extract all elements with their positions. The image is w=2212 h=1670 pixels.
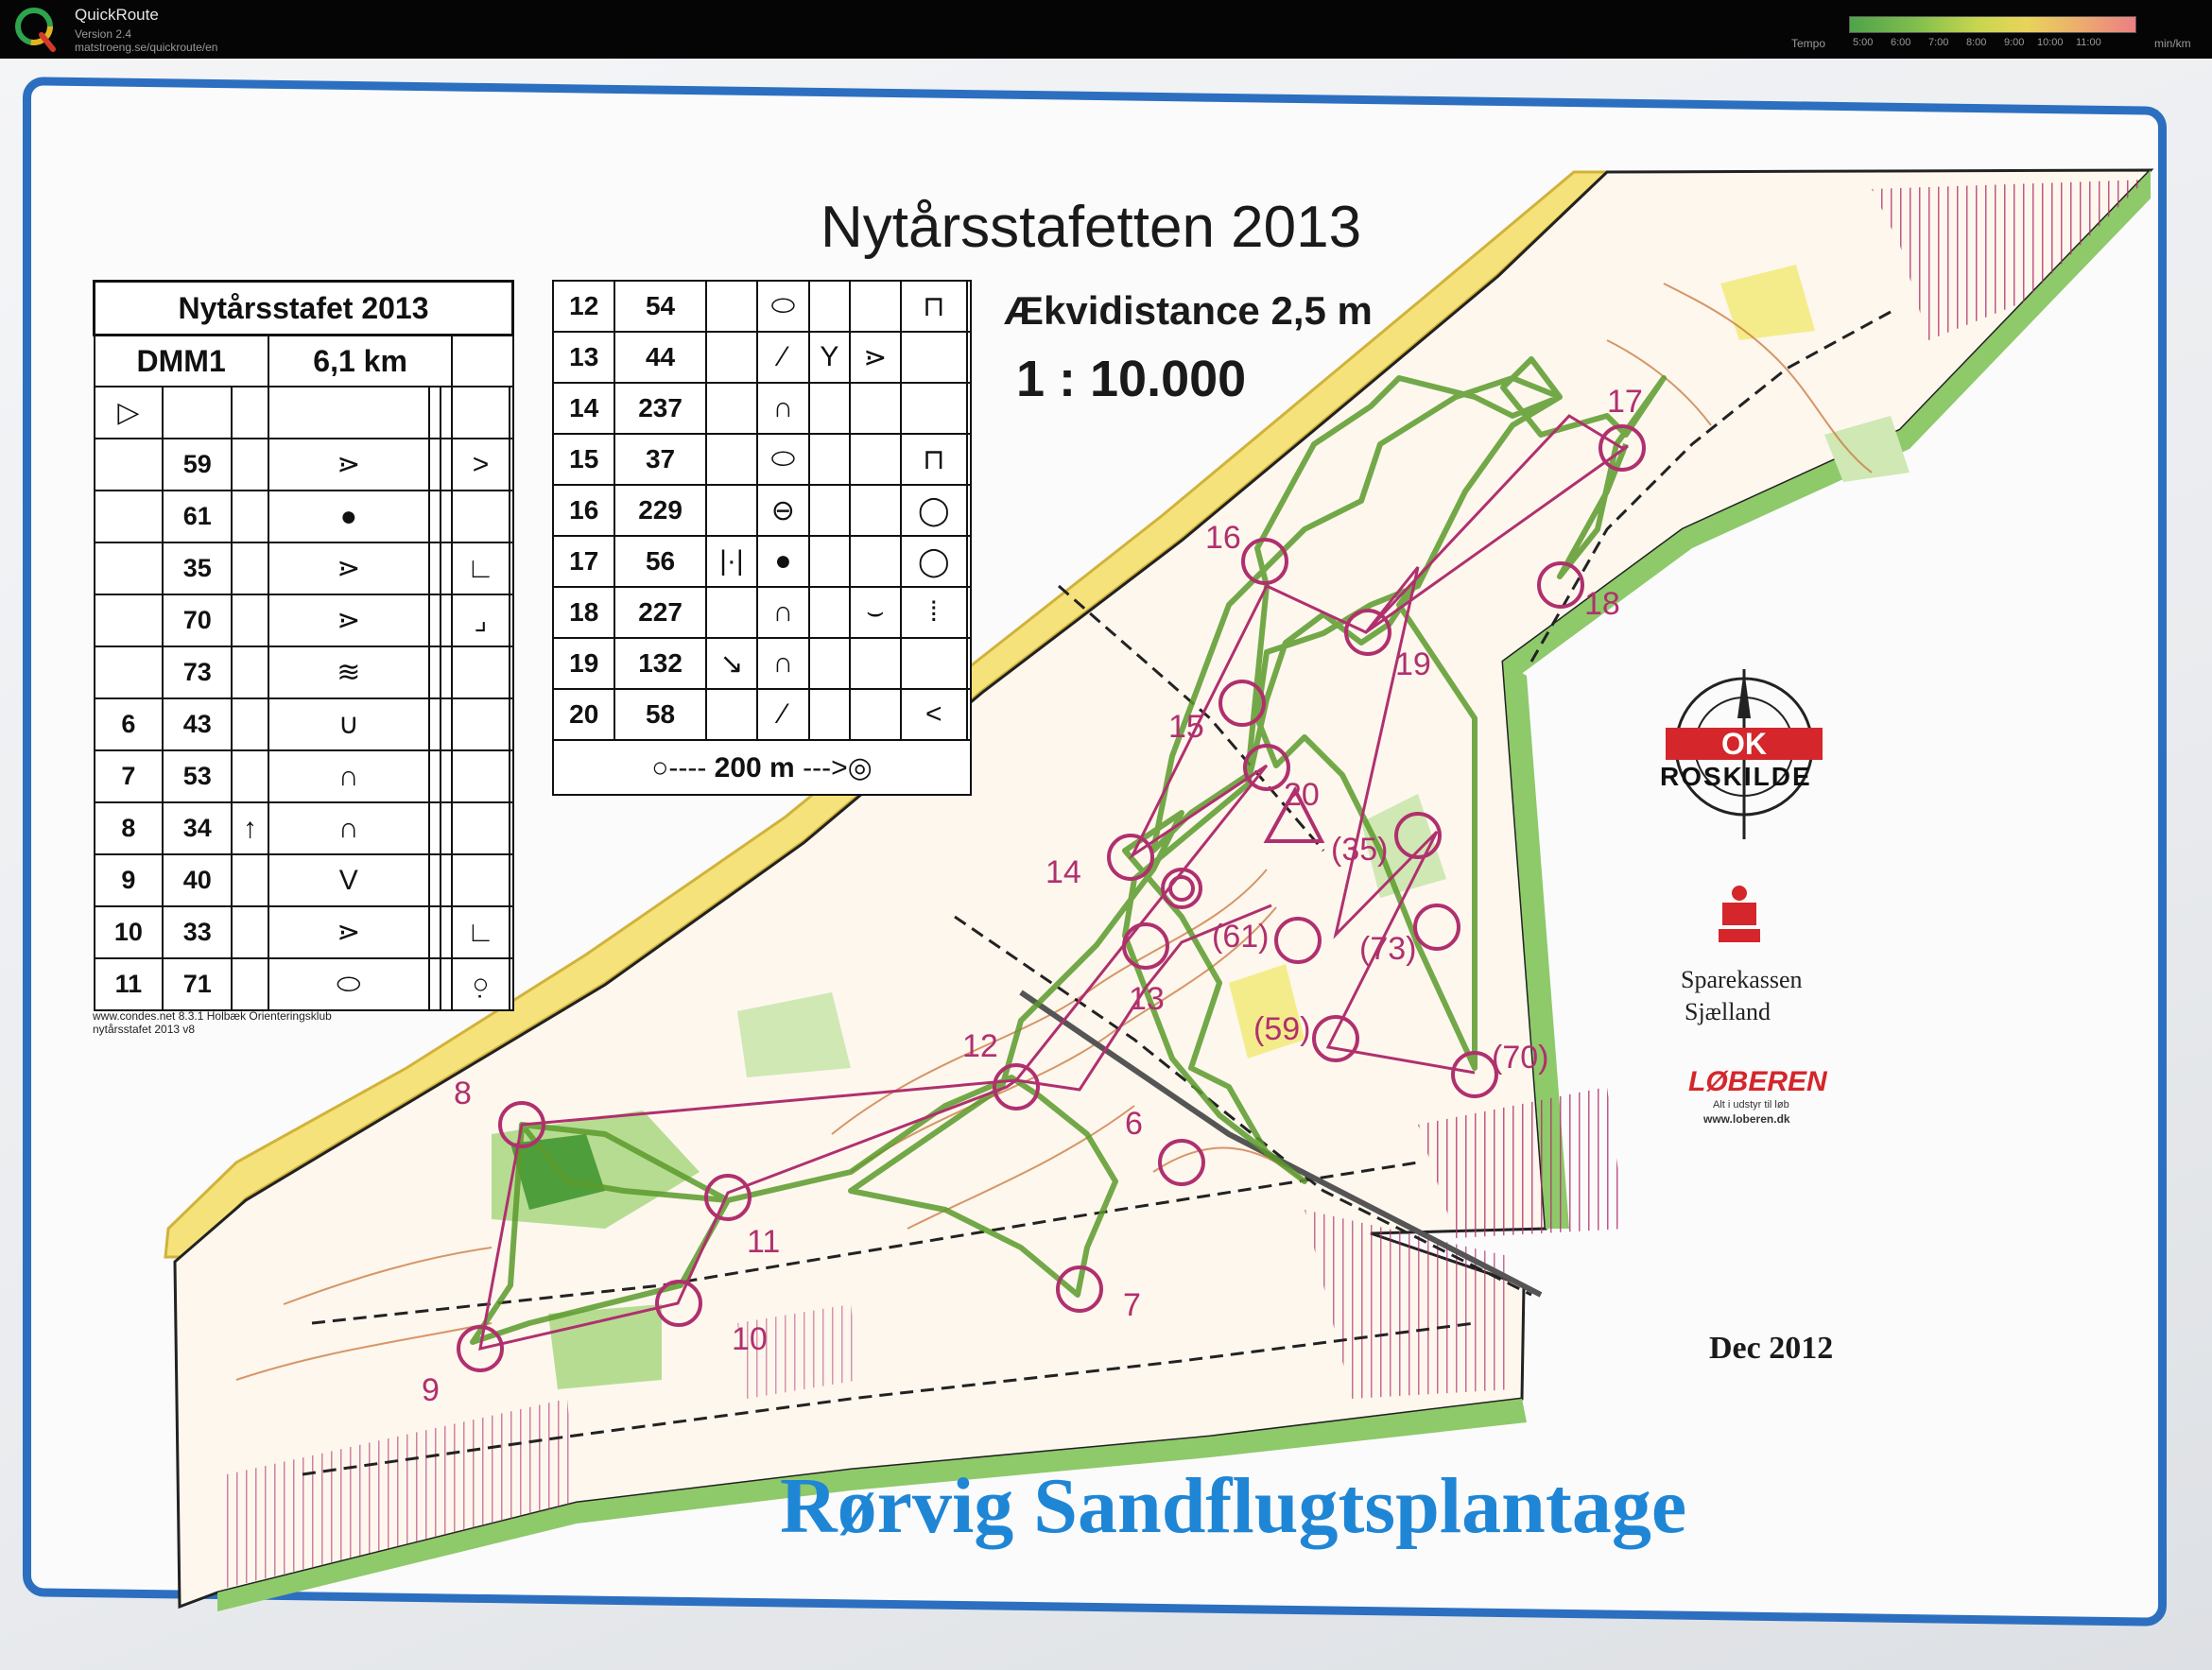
control-number: 13 (553, 332, 614, 383)
depression-icon: ⋗ (268, 542, 429, 594)
control-label: 9 (422, 1372, 440, 1408)
control-number: 18 (553, 587, 614, 638)
control-code: 70 (163, 594, 232, 646)
knoll-icon: ∩ (268, 750, 429, 802)
control-code: 71 (163, 958, 232, 1010)
shop-url: www.loberen.dk (1703, 1112, 1790, 1126)
control-code: 56 (614, 536, 705, 587)
finish-distance-row (553, 740, 971, 795)
control-number: 12 (553, 281, 614, 332)
control-label: (35) (1331, 832, 1389, 868)
shallow-icon: ⌣ (850, 587, 901, 638)
control-label: 17 (1607, 384, 1643, 420)
control-number: 8 (95, 802, 164, 854)
control-code: 229 (614, 485, 705, 536)
top-icon: ◯ (901, 485, 967, 536)
app-title: QuickRoute (75, 6, 159, 24)
hollow-icon: ∪ (268, 698, 429, 750)
corner-icon: ⌟ (452, 594, 509, 646)
control-code: 53 (163, 750, 232, 802)
club-name: ROSKILDE (1660, 762, 1812, 791)
depression-icon: ⋗ (850, 332, 901, 383)
control-number: 15 (553, 434, 614, 485)
control-label: 7 (1123, 1287, 1141, 1323)
elongated-knoll-icon: ⬭ (757, 434, 809, 485)
control-code: 132 (614, 638, 705, 689)
description-credits (93, 1009, 332, 1036)
scale-label: 1 : 10.000 (1016, 351, 1247, 407)
path-icon: ⁄ (757, 332, 809, 383)
control-code: 227 (614, 587, 705, 638)
control-number: 9 (95, 854, 164, 906)
depression-icon: ⋗ (268, 594, 429, 646)
control-code: 37 (614, 434, 705, 485)
finish-distance: 200 m (714, 751, 795, 783)
control-code: 58 (614, 689, 705, 740)
course-name: DMM1 (95, 336, 268, 387)
tempo-tick: 9:00 (2004, 37, 2025, 48)
position-icon: > (452, 439, 509, 491)
corner-icon: ∟ (452, 542, 509, 594)
bank-name: Sparekassen (1681, 966, 1803, 993)
control-code: 33 (163, 906, 232, 958)
tempo-tick: 11:00 (2076, 37, 2101, 48)
control-description-table-2 (552, 280, 972, 796)
control-label: 10 (732, 1321, 768, 1357)
boulder-icon: ● (268, 491, 429, 542)
tempo-tick: 5:00 (1853, 37, 1874, 48)
elongated-knoll-icon: ⬭ (268, 958, 429, 1010)
north-arrow-icon: ↑ (232, 802, 268, 854)
tempo-unit: min/km (2154, 37, 2191, 50)
erosion-gully-icon: ≋ (268, 646, 429, 698)
control-label: 12 (962, 1028, 998, 1064)
map-date: Dec 2012 (1709, 1331, 1834, 1366)
course-title: Nytårsstafet 2013 (95, 282, 513, 336)
saddle-icon: ⊖ (757, 485, 809, 536)
knoll-icon: ∩ (757, 587, 809, 638)
control-code: 35 (163, 542, 232, 594)
between-icon: |·| (706, 536, 757, 587)
junction-icon: Y (809, 332, 850, 383)
edge-icon: ⁞ (901, 587, 967, 638)
credit-line: nytårsstafet 2013 v8 (93, 1023, 196, 1036)
control-code: 44 (614, 332, 705, 383)
control-label: 18 (1584, 586, 1620, 622)
part-icon: ⊓ (901, 434, 967, 485)
knoll-icon: ∩ (268, 802, 429, 854)
control-description-table-1 (93, 280, 514, 1011)
southeast-arrow-icon: ↘ (706, 638, 757, 689)
control-code: 237 (614, 383, 705, 434)
tempo-tick: 10:00 (2037, 37, 2064, 48)
shop-logo: LØBEREN (1688, 1066, 1827, 1097)
control-code: 54 (614, 281, 705, 332)
equidistance-label: Ækvidistance 2,5 m (1004, 288, 1373, 333)
control-code: 59 (163, 439, 232, 491)
control-label: 20 (1284, 777, 1320, 813)
depression-icon: ⋗ (268, 439, 429, 491)
control-code: 73 (163, 646, 232, 698)
area-name: Rørvig Sandflugtsplantage (780, 1462, 1687, 1550)
control-code: 40 (163, 854, 232, 906)
tempo-tick: 8:00 (1966, 37, 1987, 48)
control-number: 16 (553, 485, 614, 536)
control-label: (59) (1253, 1011, 1311, 1047)
last-control-icon: ○---- (651, 751, 707, 783)
control-label: 13 (1129, 981, 1165, 1017)
control-label: 16 (1205, 520, 1241, 556)
valley-icon: V (268, 854, 429, 906)
elongated-knoll-icon: ⬭ (757, 281, 809, 332)
part-icon: ⊓ (901, 281, 967, 332)
bank-name: Sjælland (1685, 998, 1771, 1025)
credit-line: www.condes.net 8.3.1 Holbæk Orienteringsklub (93, 1009, 332, 1023)
control-label: (73) (1359, 931, 1417, 967)
control-label: (61) (1212, 919, 1270, 955)
start-triangle-icon: ▷ (95, 387, 164, 439)
finish-icon: --->◎ (803, 751, 873, 783)
control-label: 8 (454, 1076, 472, 1111)
depression-icon: ⋗ (268, 906, 429, 958)
control-code: 43 (163, 698, 232, 750)
bank-logo-icon (1719, 884, 1760, 946)
tempo-label: Tempo (1791, 37, 1826, 50)
app-url-link[interactable]: matstroeng.se/quickroute/en (75, 41, 218, 54)
control-label: 14 (1046, 854, 1081, 890)
control-number: 19 (553, 638, 614, 689)
knoll-icon: ∩ (757, 638, 809, 689)
control-number: 7 (95, 750, 164, 802)
boulder-icon: ● (757, 536, 809, 587)
course-length: 6,1 km (268, 336, 453, 387)
corner-icon: ∟ (452, 906, 509, 958)
control-label: (70) (1492, 1040, 1549, 1076)
control-code: 34 (163, 802, 232, 854)
top-icon: ◯ (901, 536, 967, 587)
shop-tagline: Alt i udstyr til løb (1713, 1099, 1789, 1110)
knoll-icon: ∩ (757, 383, 809, 434)
control-code: 61 (163, 491, 232, 542)
control-number: 14 (553, 383, 614, 434)
foot-icon: ○̣ (452, 958, 509, 1010)
app-version: Version 2.4 (75, 27, 132, 41)
map-title: Nytårsstafetten 2013 (821, 195, 1362, 260)
control-label: 6 (1125, 1106, 1143, 1142)
control-number: 6 (95, 698, 164, 750)
control-number: 20 (553, 689, 614, 740)
control-number: 11 (95, 958, 164, 1010)
control-label: 15 (1168, 709, 1204, 745)
tempo-tick: 7:00 (1928, 37, 1949, 48)
corner-icon: < (901, 689, 967, 740)
track-icon: ⁄ (757, 689, 809, 740)
control-label: 19 (1395, 646, 1431, 682)
control-label: 11 (747, 1224, 781, 1260)
control-number: 10 (95, 906, 164, 958)
club-compass-icon (1654, 662, 1834, 851)
club-initials: OK (1721, 727, 1767, 761)
tempo-tick: 6:00 (1891, 37, 1911, 48)
control-number: 17 (553, 536, 614, 587)
